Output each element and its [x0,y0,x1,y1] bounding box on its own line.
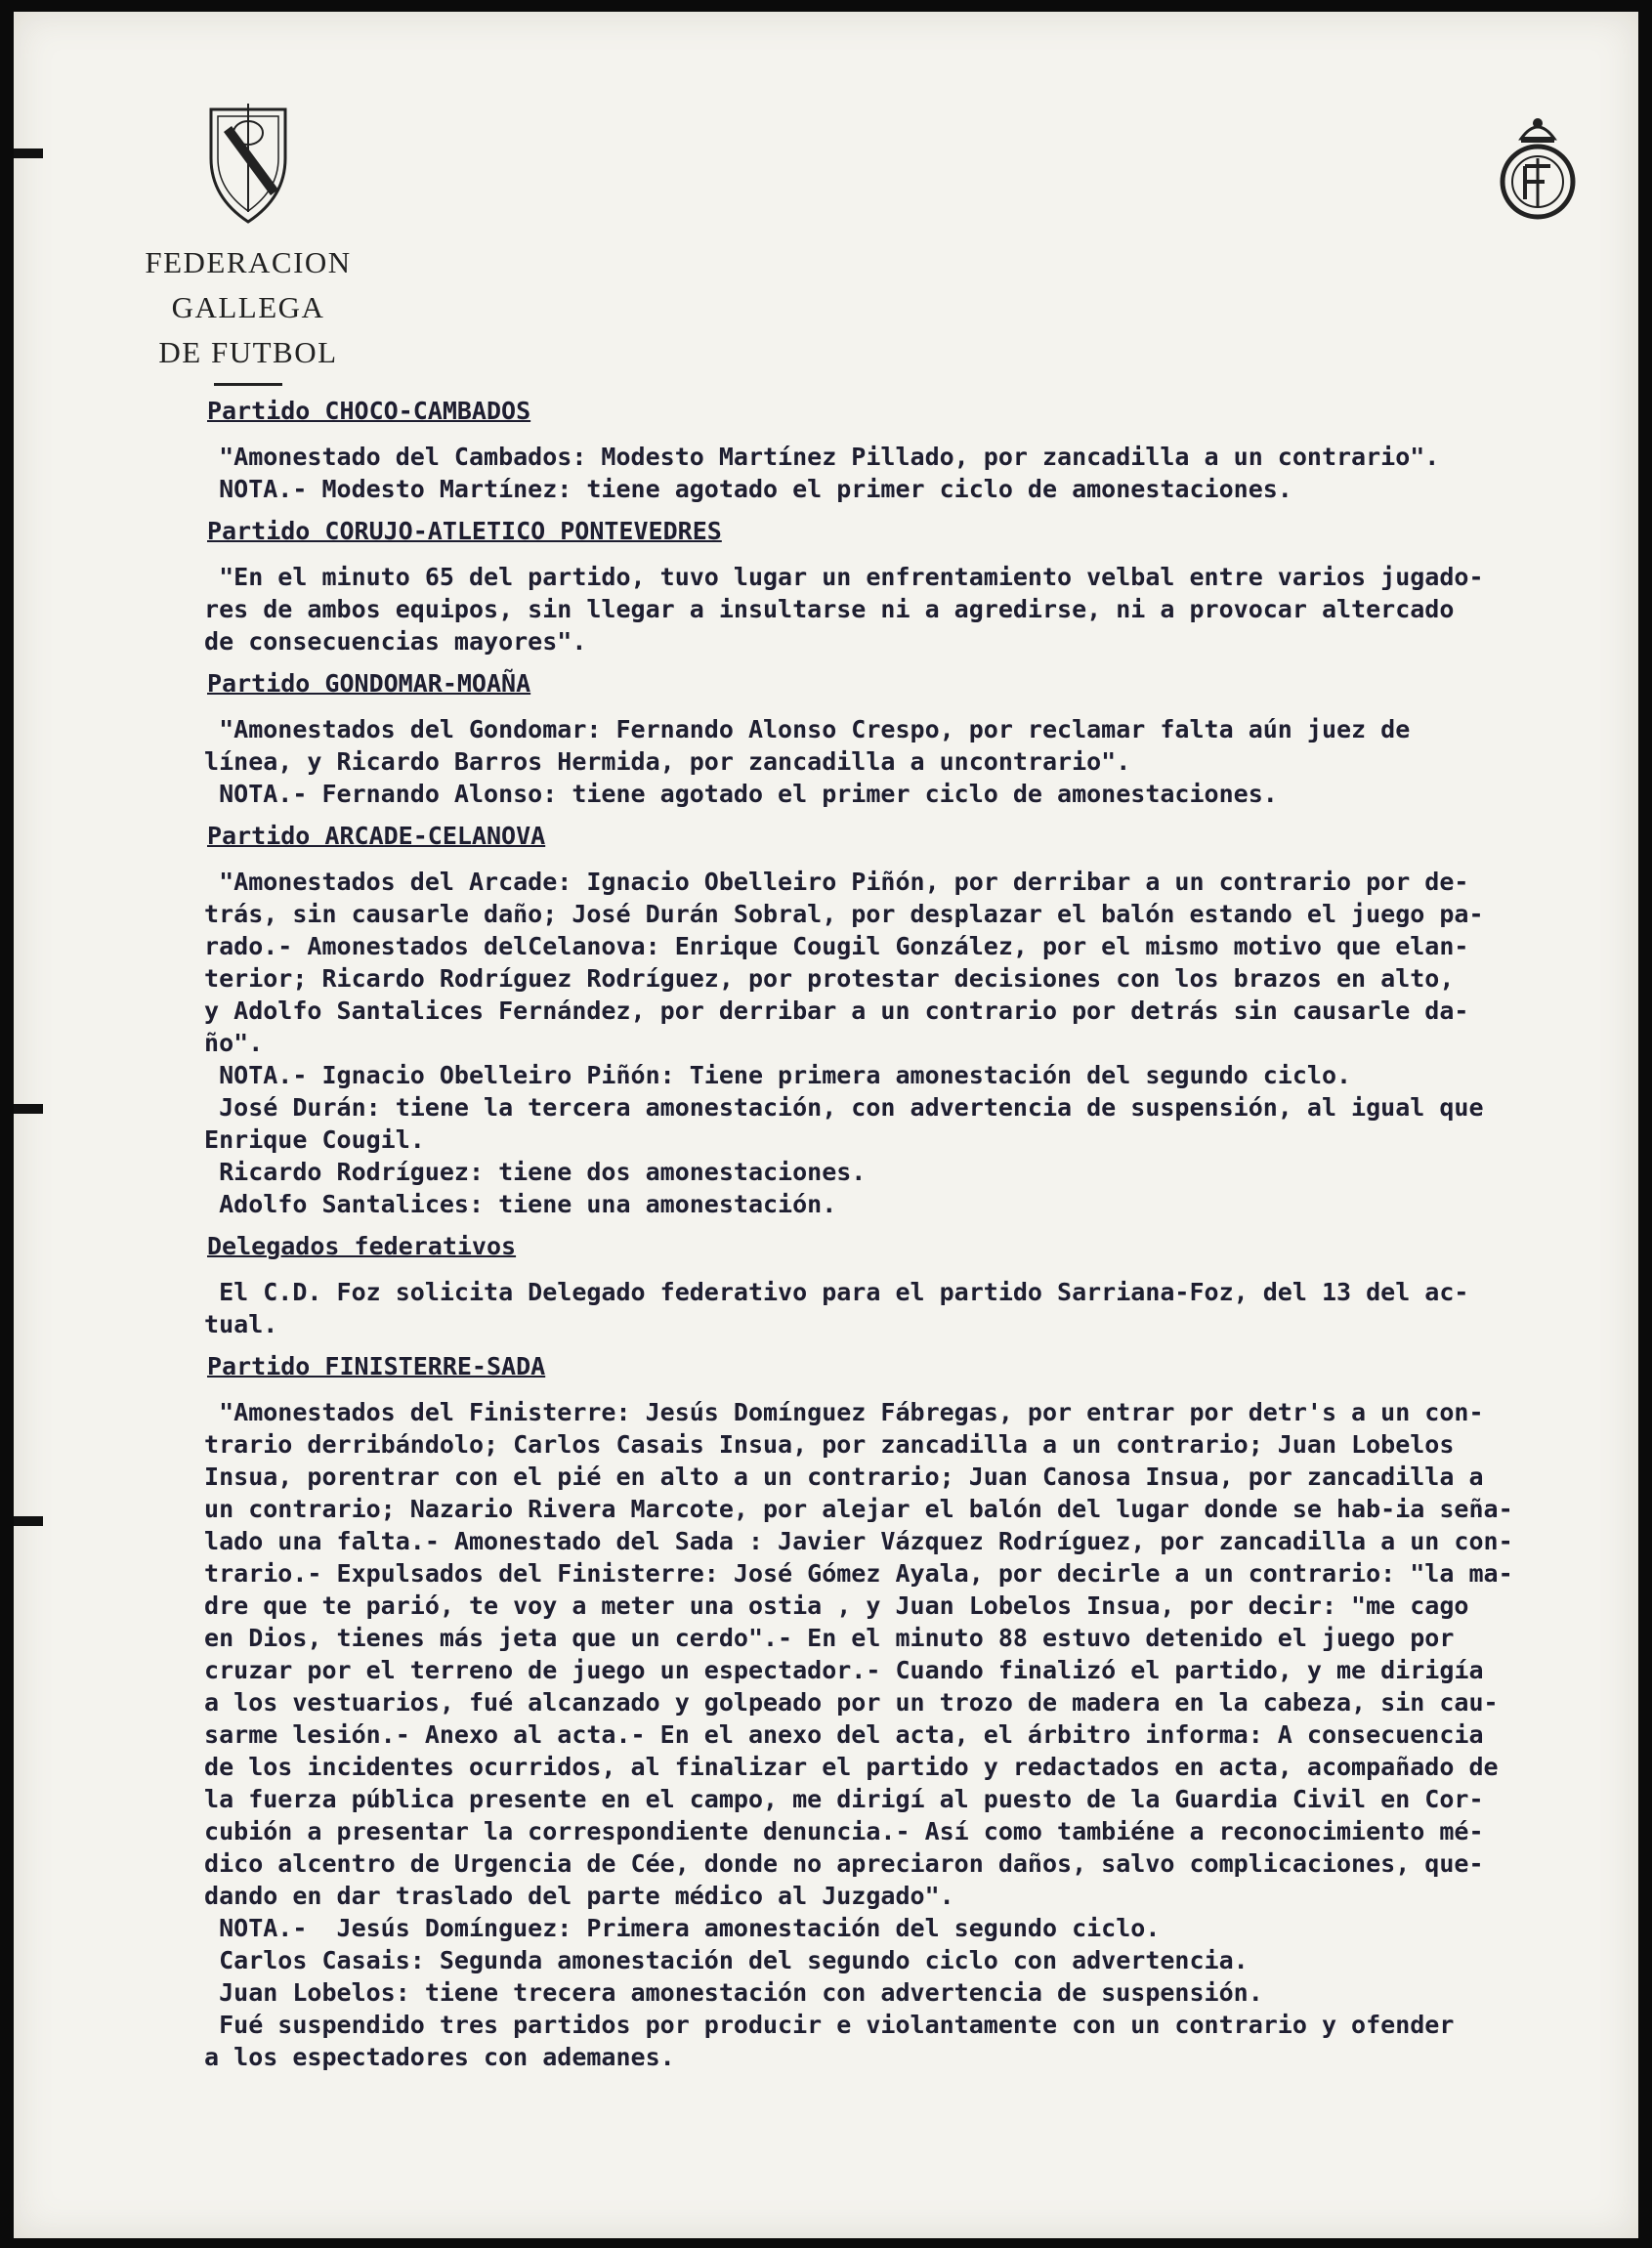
body-line: dando en dar traslado del parte médico al Juzgado". [190,1882,954,1910]
section-heading: Partido GONDOMAR-MOAÑA [207,669,531,698]
binder-hole-mark [14,1104,43,1114]
binder-hole-mark [14,1516,43,1526]
section-arcade-celanova [190,820,1616,1220]
section-heading: Partido FINISTERRE-SADA [207,1352,546,1380]
body-line: cubión a presentar la correspondiente denuncia.- Así como tambiéne a reconocimiento mé- [190,1817,1484,1845]
org-name-line-2: DE FUTBOL [158,335,338,369]
body-line: en Dios, tienes más jeta que un cerdo".- En el minuto 88 estuvo detenido el juego por [190,1624,1455,1652]
body-line: El C.D. Foz solicita Delegado federativo para el partido Sarriana-Foz, del 13 del ac- [190,1278,1469,1306]
section-gondomar-moana [190,667,1616,810]
body-line: trario derribándolo; Carlos Casais Insua, por zancadilla a un contrario; Juan Lobelos [190,1430,1455,1459]
body-line: "Amonestados del Gondomar: Fernando Alonso Crespo, por reclamar falta aún juez de [190,715,1411,743]
body-line: "Amonestado del Cambados: Modesto Martínez Pillado, por zancadilla a un contrario". [190,443,1440,471]
body-line: res de ambos equipos, sin llegar a insultarse ni a agredirse, ni a provocar altercado [190,595,1455,623]
body-line: Juan Lobelos: tiene trecera amonestación con advertencia de suspensión. [190,1978,1263,2007]
body-line: Insua, porentrar con el pié en alto a un contrario; Juan Canosa Insua, por zancadilla a [190,1463,1484,1491]
section-finisterre-sada [190,1350,1616,2073]
body-line: trás, sin causarle daño; José Durán Sobral, por desplazar el balón estando el juego pa- [190,900,1484,928]
section-delegados-federativos [190,1230,1616,1340]
body-line: ño". [190,1029,264,1057]
body-line: terior; Ricardo Rodríguez Rodríguez, por protestar decisiones con los brazos en alto, [190,964,1455,993]
body-line: dre que te parió, te voy a meter una ostia , y Juan Lobelos Insua, por decir: "me cago [190,1591,1469,1620]
body-line: dico alcentro de Urgencia de Cée, donde no apreciaron daños, salvo complicaciones, que- [190,1849,1484,1878]
body-line: "Amonestados del Arcade: Ignacio Obelleiro Piñón, por derribar a un contrario por de- [190,868,1469,896]
body-line: "Amonestados del Finisterre: Jesús Domínguez Fábregas, por entrar por detr's a un con- [190,1398,1484,1426]
document-page [14,12,1638,2238]
body-line: la fuerza pública presente en el campo, me dirigí al puesto de la Guardia Civil en Cor- [190,1785,1484,1813]
section-corujo-atletico [190,515,1616,657]
federation-shield-logo [206,100,290,227]
section-heading: Partido CHOCO-CAMBADOS [207,397,531,425]
body-line: a los vestuarios, fué alcanzado y golpeado por un trozo de madera en la cabeza, sin cau- [190,1688,1499,1717]
section-choco-cambados [190,395,1616,505]
section-heading: Partido CORUJO-ATLETICO PONTEVEDRES [207,517,722,545]
document-body [190,395,1616,2083]
body-line: "En el minuto 65 del partido, tuvo lugar un enfrentamiento velbal entre varios jugado- [190,563,1484,591]
org-name-line-1: FEDERACION GALLEGA [145,245,352,324]
body-line: Carlos Casais: Segunda amonestación del segundo ciclo con advertencia. [190,1946,1249,1974]
section-heading: Delegados federativos [207,1232,517,1260]
body-line: José Durán: tiene la tercera amonestación, con advertencia de suspensión, al igual que [190,1093,1484,1122]
body-line: Ricardo Rodríguez: tiene dos amonestaciones. [190,1158,867,1186]
body-line: un contrario; Nazario Rivera Marcote, por alejar el balón del lugar donde se hab-ia seña- [190,1495,1513,1523]
body-line: Enrique Cougil. [190,1125,425,1154]
body-line: de los incidentes ocurridos, al finalizar el partido y redactados en acta, acompañado de [190,1753,1499,1781]
section-heading: Partido ARCADE-CELANOVA [207,822,546,850]
body-line: NOTA.- Jesús Domínguez: Primera amonestación del segundo ciclo. [190,1914,1161,1942]
letterhead-rule [214,383,282,386]
body-line: NOTA.- Fernando Alonso: tiene agotado el primer ciclo de amonestaciones. [190,780,1278,808]
body-line: rado.- Amonestados delCelanova: Enrique Cougil González, por el mismo motivo que elan- [190,932,1469,960]
body-line: NOTA.- Modesto Martínez: tiene agotado el primer ciclo de amonestaciones. [190,475,1292,503]
body-line: línea, y Ricardo Barros Hermida, por zancadilla a uncontrario". [190,747,1131,776]
body-line: a los espectadores con ademanes. [190,2043,675,2071]
body-line: lado una falta.- Amonestado del Sada : Javier Vázquez Rodríguez, por zancadilla a un con- [190,1527,1513,1555]
body-line: Adolfo Santalices: tiene una amonestación. [190,1190,837,1218]
body-line: trario.- Expulsados del Finisterre: José Gómez Ayala, por decirle a un contrario: "la ma- [190,1559,1513,1588]
body-line: NOTA.- Ignacio Obelleiro Piñón: Tiene primera amonestación del segundo ciclo. [190,1061,1352,1089]
body-line: y Adolfo Santalices Fernández, por derribar a un contrario por detrás sin causarle da- [190,997,1469,1025]
letterhead [82,100,414,386]
body-line: tual. [190,1310,278,1338]
body-line: Fué suspendido tres partidos por producir e violantamente con un contrario y ofender [190,2011,1455,2039]
royal-federation-crest-icon [1494,109,1582,227]
binder-hole-mark [14,148,43,158]
body-line: sarme lesión.- Anexo al acta.- En el anexo del acta, el árbitro informa: A consecuencia [190,1720,1484,1749]
body-line: cruzar por el terreno de juego un espectador.- Cuando finalizó el partido, y me dirigía [190,1656,1484,1684]
body-line: de consecuencias mayores". [190,627,587,656]
